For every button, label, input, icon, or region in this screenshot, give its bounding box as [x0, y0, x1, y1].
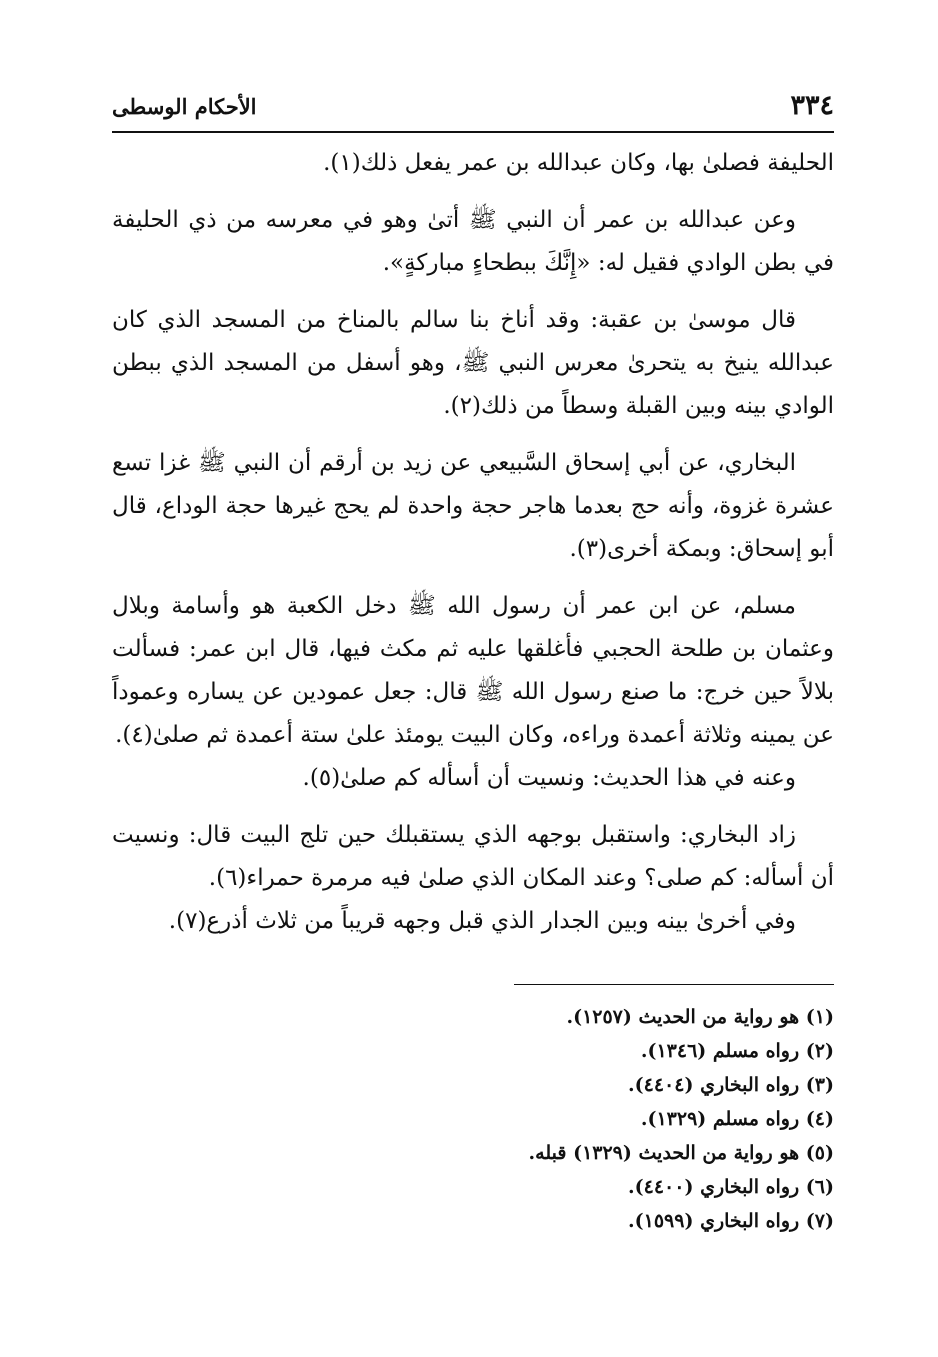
footnote-separator [514, 984, 834, 985]
main-text [112, 142, 834, 943]
header-rule [112, 131, 834, 133]
footnote: (١) هو رواية من الحديث (١٢٥٧). [566, 1006, 834, 1028]
footnote: (٢) رواه مسلم (١٣٤٦). [640, 1040, 834, 1062]
paragraph: البخاري، عن أبي إسحاق السَّبيعي عن زيد بن أرقم أن النبي ﷺ غزا تسع عشرة غزوة، وأنه حج بعدما هاجر حجة واحدة لم يحج غيرها حجة الوداع، قال أبو إسحاق: وبمكة أخرى(٣). [112, 450, 834, 562]
paragraph: وعنه في هذا الحديث: ونسيت أن أسأله كم صلىٰ(٥). [302, 765, 796, 791]
running-title: الأحكام الوسطى [112, 94, 257, 119]
page-number: ٣٣٤ [790, 90, 834, 121]
footnote: (٣) رواه البخاري (٤٤٠٤). [628, 1074, 834, 1096]
paragraph: الحليفة فصلىٰ بها، وكان عبدالله بن عمر يفعل ذلك(١). [323, 150, 834, 176]
footnote: (٥) هو رواية من الحديث (١٣٢٩) قبله. [528, 1142, 834, 1164]
footnote: (٤) رواه مسلم (١٣٢٩). [640, 1108, 834, 1130]
footnotes [112, 1000, 834, 1238]
footnote: (٦) رواه البخاري (٤٤٠٠). [628, 1176, 834, 1198]
page-header [112, 88, 834, 128]
paragraph: وفي أخرىٰ بينه وبين الجدار الذي قبل وجهه قريباً من ثلاث أذرع(٧). [168, 908, 796, 934]
paragraph: وعن عبدالله بن عمر أن النبي ﷺ أتىٰ وهو في معرسه من ذي الحليفة في بطن الوادي فقيل له: «إِنَّكَ ببطحاءٍ مباركةٍ». [112, 207, 834, 276]
paragraph: زاد البخاري: واستقبل بوجهه الذي يستقبلك حين تلج البيت قال: ونسيت أن أسأله: كم صلى؟ وعند المكان الذي صلىٰ فيه مرمرة حمراء(٦). [112, 822, 834, 891]
paragraph: مسلم، عن ابن عمر أن رسول الله ﷺ دخل الكعبة هو وأسامة وبلال وعثمان بن طلحة الحجبي فأغلقها عليه ثم مكث فيها، قال ابن عمر: فسألت بلالاً حين خرج: ما صنع رسول الله ﷺ قال: جعل عمودين عن يساره وعموداً عن يمينه وثلاثة أعمدة وراءه، وكان البيت يومئذ علىٰ ستة أعمدة ثم صلىٰ(٤). [112, 593, 834, 748]
footnote: (٧) رواه البخاري (١٥٩٩). [628, 1210, 834, 1232]
paragraph: قال موسىٰ بن عقبة: وقد أناخ بنا سالم بالمناخ من المسجد الذي كان عبدالله ينيخ به يتحرىٰ معرس النبي ﷺ، وهو أسفل من المسجد الذي ببطن الوادي بينه وبين القبلة وسطاً من ذلك(٢). [112, 307, 834, 419]
